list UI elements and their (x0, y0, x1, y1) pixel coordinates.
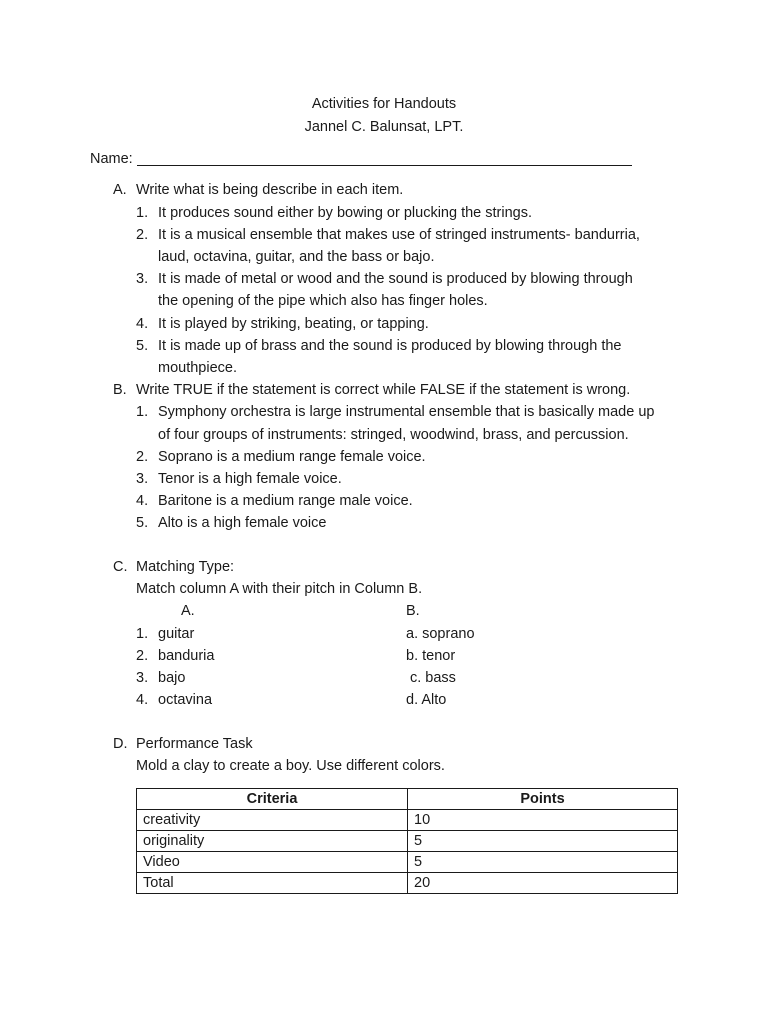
criteria-cell: originality (137, 831, 408, 852)
section-a-item-number: 2. (136, 227, 149, 243)
points-cell: 20 (408, 873, 678, 894)
section-d-instruction: Mold a clay to create a boy. Use different colors. (136, 758, 445, 774)
column-b-item: d. Alto (406, 692, 447, 708)
table-row (137, 852, 678, 873)
points-cell: 5 (408, 852, 678, 873)
column-a-number: 2. (136, 648, 149, 664)
section-d-title: Performance Task (136, 736, 253, 752)
points-cell: 5 (408, 831, 678, 852)
column-b-header: B. (406, 603, 420, 619)
section-a-item-number: 4. (136, 316, 149, 332)
section-c-letter: C. (113, 559, 128, 575)
column-a-item: banduria (158, 648, 215, 664)
section-b-item-text: of four groups of instruments: stringed, woodwind, brass, and percussion. (158, 427, 629, 443)
column-a-item: octavina (158, 692, 213, 708)
section-a-item-text: It is played by striking, beating, or tapping. (158, 316, 429, 332)
table-row (137, 831, 678, 852)
section-a-item-text: laud, octavina, guitar, and the bass or bajo. (158, 249, 435, 265)
name-label: Name: (90, 151, 133, 167)
criteria-cell: creativity (137, 810, 408, 831)
section-b-item-text: Soprano is a medium range female voice. (158, 449, 426, 465)
section-a-item-text: It is made of metal or wood and the sound is produced by blowing through (158, 271, 633, 287)
section-a-letter: A. (113, 182, 127, 198)
section-a-item-text: mouthpiece. (158, 360, 237, 376)
section-a-item-text: It produces sound either by bowing or plucking the strings. (158, 205, 532, 221)
rubric-header-row (137, 789, 678, 810)
column-b-item: c. bass (410, 670, 456, 686)
section-b-item-text: Alto is a high female voice (158, 515, 327, 531)
criteria-cell: Total (137, 873, 408, 894)
section-a-item-text: It is made up of brass and the sound is produced by blowing through the (158, 338, 622, 354)
column-a-number: 1. (136, 626, 149, 642)
section-a-item-text: It is a musical ensemble that makes use of stringed instruments- bandurria, (158, 227, 640, 243)
section-c-instruction: Match column A with their pitch in Column B. (136, 581, 423, 597)
criteria-header: Criteria (137, 789, 408, 810)
section-b-instruction: Write TRUE if the statement is correct while FALSE if the statement is wrong. (136, 382, 631, 398)
section-b-item-number: 3. (136, 471, 149, 487)
document-author: Jannel C. Balunsat, LPT. (304, 119, 464, 135)
section-b-letter: B. (113, 382, 127, 398)
name-blank-line (137, 165, 632, 166)
table-row (137, 810, 678, 831)
section-b-item-text: Tenor is a high female voice. (158, 471, 342, 487)
column-a-number: 4. (136, 692, 149, 708)
criteria-cell: Video (137, 852, 408, 873)
column-a-header: A. (181, 603, 195, 619)
points-cell: 10 (408, 810, 678, 831)
section-c-title: Matching Type: (136, 559, 235, 575)
section-b-item-number: 2. (136, 449, 149, 465)
section-a-item-number: 3. (136, 271, 149, 287)
section-b-item-number: 5. (136, 515, 149, 531)
rubric-table (136, 788, 678, 894)
document-title: Activities for Handouts (311, 96, 457, 112)
section-a-instruction: Write what is being describe in each item. (136, 182, 404, 198)
section-b-item-text: Baritone is a medium range male voice. (158, 493, 413, 509)
table-row (137, 873, 678, 894)
section-a-item-number: 5. (136, 338, 149, 354)
column-b-item: a. soprano (406, 626, 475, 642)
section-b-item-text: Symphony orchestra is large instrumental ensemble that is basically made up (158, 404, 655, 420)
section-b-item-number: 1. (136, 404, 149, 420)
column-a-number: 3. (136, 670, 149, 686)
section-a-item-text: the opening of the pipe which also has finger holes. (158, 293, 488, 309)
section-d-letter: D. (113, 736, 128, 752)
points-header: Points (408, 789, 678, 810)
section-b-item-number: 4. (136, 493, 149, 509)
column-b-item: b. tenor (406, 648, 456, 664)
section-a-item-number: 1. (136, 205, 149, 221)
column-a-item: guitar (158, 626, 195, 642)
column-a-item: bajo (158, 670, 186, 686)
